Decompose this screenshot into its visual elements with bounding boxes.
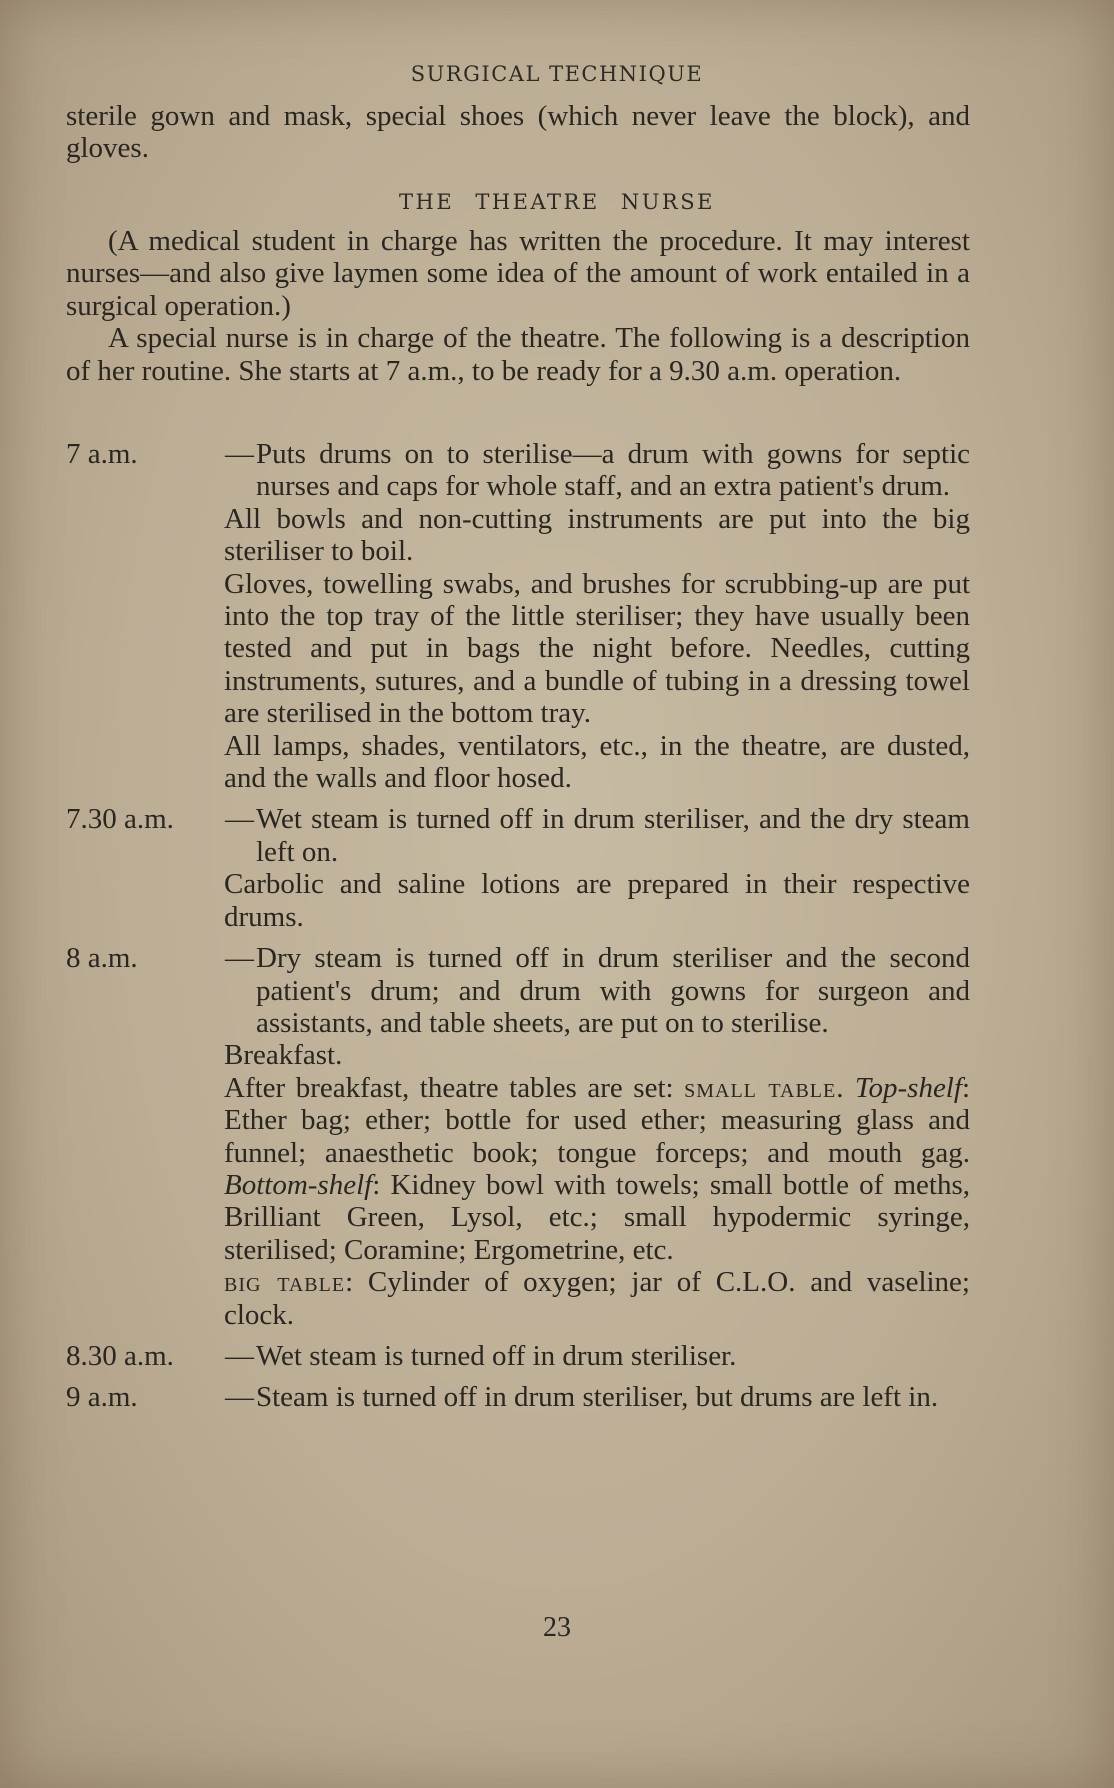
bottom-shelf-label: Bottom-shelf xyxy=(224,1168,373,1201)
entry-first-line: 7 a.m. — Puts drums on to sterilise—a drum with gowns for septic nurses and caps for whole staff, and an extra patient's drum. xyxy=(66,438,970,503)
big-table-label: big table xyxy=(224,1266,346,1299)
entry-time: 9 a.m. xyxy=(66,1381,138,1414)
entry-time: 7.30 a.m. xyxy=(66,803,174,836)
big-table-paragraph xyxy=(224,1266,970,1331)
entry-text: Puts drums on to sterilise—a drum with gowns for septic nurses and caps for whole staff, and an extra patient's drum. xyxy=(256,438,970,503)
intro-block xyxy=(66,225,970,387)
entry-text: Dry steam is turned off in drum steriliser and the second patient's drum; and drum with gowns for surgeon and assistants, and table sheets, are put on to sterilise. xyxy=(256,942,970,1039)
entry-continuation xyxy=(224,868,970,933)
intro-paragraph-1: (A medical student in charge has written the procedure. It may interest nurses—and also give laymen some idea of the amount of work entailed in a surgical operation.) xyxy=(66,225,970,322)
schedule-list xyxy=(66,438,970,1423)
bottom-shelf-text: : Kidney bowl with towels; small bottle of meths, Brilliant Green, Lysol, etc.; small hypodermic syringe, sterilised; Coramine; Ergometrine, etc. xyxy=(224,1168,970,1266)
entry-first-line: 8 a.m. — Dry steam is turned off in drum steriliser and the second patient's drum; and drum with gowns for surgeon and assistants, and table sheets, are put on to sterilise. xyxy=(66,942,970,1039)
running-head: SURGICAL TECHNIQUE xyxy=(410,62,704,86)
entry-paragraph: Carbolic and saline lotions are prepared in their respective drums. xyxy=(224,868,970,933)
entry-paragraph: All bowls and non-cutting instruments are put into the big steriliser to boil. xyxy=(224,502,970,568)
entry-paragraph: Gloves, towelling swabs, and brushes for scrubbing-up are put into the top tray of the little steriliser; they have usually been tested and put in bags the night before. Needles, cutting instruments, sutures, and a bundle of tubing in a dressing towel are sterilised in the bottom tray. xyxy=(224,567,970,730)
schedule-entry-730am xyxy=(66,803,970,933)
intro-paragraph-2: A special nurse is in charge of the theatre. The following is a description of her routine. She starts at 7 a.m., to be ready for a 9.30 a.m. operation. xyxy=(66,322,970,387)
entry-paragraph: Breakfast. xyxy=(224,1039,343,1072)
tables-lead: After breakfast, theatre tables are set: xyxy=(224,1071,674,1104)
entry-time: 7 a.m. xyxy=(66,438,138,470)
continued-paragraph: sterile gown and mask, special shoes (which never leave the block), and gloves. xyxy=(66,100,970,165)
entry-continuation xyxy=(224,503,970,795)
top-shelf-text: : Ether bag; ether; bottle for used ether; measuring glass and funnel; anaesthetic book; tongue forceps; and mouth gag. xyxy=(224,1071,970,1169)
entry-time: 8 a.m. xyxy=(66,942,138,975)
entry-first-line: 9 a.m. — Steam is turned off in drum steriliser, but drums are left in. xyxy=(66,1381,970,1413)
entry-text: Wet steam is turned off in drum steriliser. xyxy=(256,1339,737,1372)
schedule-entry-7am xyxy=(66,438,970,794)
entry-time: 8.30 a.m. xyxy=(66,1339,174,1372)
schedule-entry-9am xyxy=(66,1381,970,1413)
entry-paragraph: All lamps, shades, ventilators, etc., in the theatre, are dusted, and the walls and floor hosed. xyxy=(224,729,970,795)
entry-text: Wet steam is turned off in drum steriliser, and the dry steam left on. xyxy=(256,803,970,868)
entry-first-line: 7.30 a.m. — Wet steam is turned off in drum steriliser, and the dry steam left on. xyxy=(66,803,970,868)
small-table-label: small table. xyxy=(684,1071,845,1104)
schedule-entry-830am xyxy=(66,1340,970,1372)
tables-paragraph xyxy=(224,1072,970,1266)
big-table-text: : Cylinder of oxygen; jar of C.L.O. and vaseline; clock. xyxy=(224,1266,970,1331)
section-heading: THE THEATRE NURSE xyxy=(399,190,715,214)
entry-first-line: 8.30 a.m. — Wet steam is turned off in drum steriliser. xyxy=(66,1340,970,1372)
schedule-entry-8am xyxy=(66,942,970,1331)
page-number: 23 xyxy=(543,1612,571,1643)
entry-continuation xyxy=(224,1039,970,1331)
top-shelf-label: Top-shelf xyxy=(855,1071,962,1104)
entry-text: Steam is turned off in drum steriliser, but drums are left in. xyxy=(256,1381,939,1414)
